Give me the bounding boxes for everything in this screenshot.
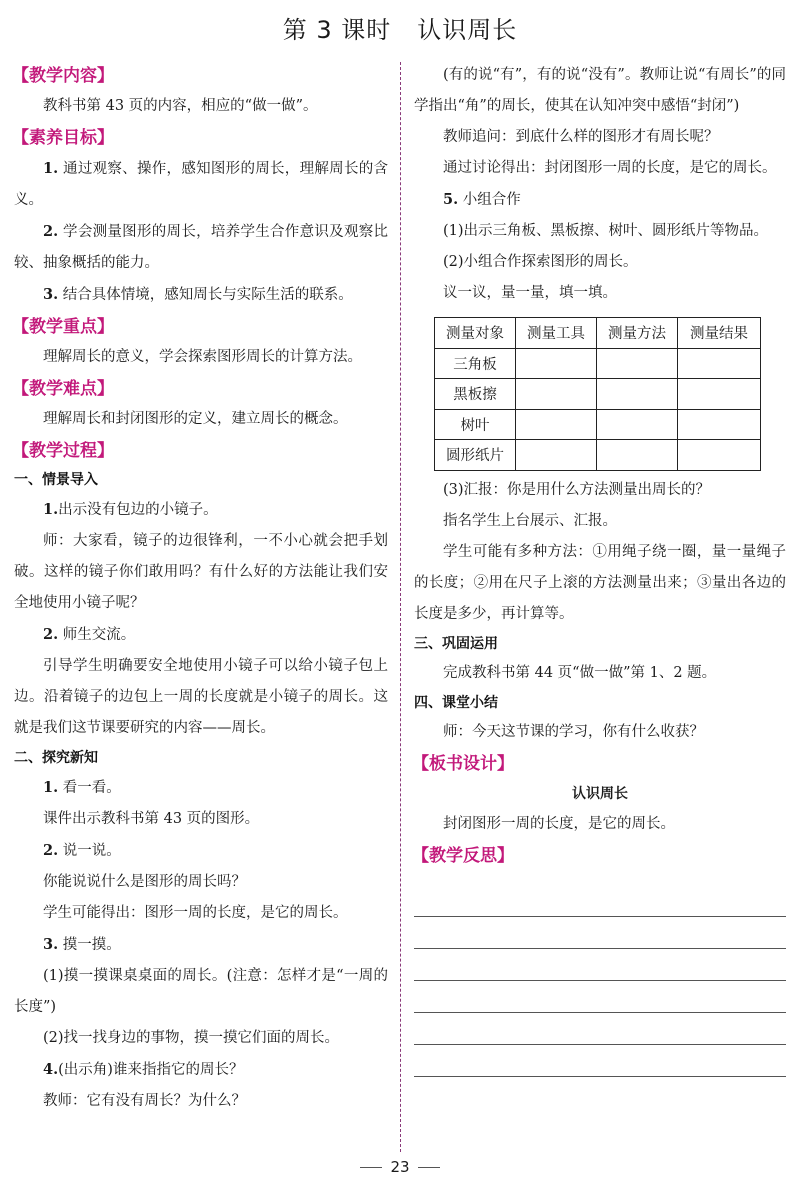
table-cell-object: 黑板擦 (435, 379, 516, 410)
table-cell-object: 三角板 (435, 348, 516, 379)
goal-1: 1. 通过观察、操作，感知图形的周长，理解周长的含义。 (14, 160, 389, 208)
writing-line (414, 1045, 786, 1077)
section-3-title: 三、巩固运用 (414, 635, 498, 652)
key-point-text: 理解周长的意义，学会探索图形周长的计算方法。 (43, 349, 362, 365)
table-cell-empty (678, 409, 761, 440)
content-text: 教科书第 43 页的内容，相应的“做一做”。 (43, 98, 318, 114)
reflection-lines (414, 885, 786, 1077)
section-3-text: 完成教科书第 44 页“做一做”第 1、2 题。 (443, 664, 717, 681)
s5-demo: 指名学生上台展示、汇报。 (443, 512, 617, 529)
s5-step-3: (3)汇报：你是用什么方法测量出周长的？ (443, 481, 711, 498)
writing-line (414, 949, 786, 981)
board-title: 认识周长 (572, 785, 628, 802)
s1-item-1: 1.出示没有包边的小镜子。 (43, 501, 218, 518)
difficulty-text: 理解周长和封闭图形的定义，建立周长的概念。 (43, 411, 348, 427)
s2-item-3: 3. 摸一摸。 (43, 936, 121, 953)
goal-2: 2. 学会测量图形的周长，培养学生合作意识及观察比较、抽象概括的能力。 (14, 223, 389, 271)
table-row (435, 409, 761, 440)
heading-goals: 【素养目标】 (12, 128, 114, 148)
s5-methods: 学生可能有多种方法：①用绳子绕一圈，量一量绳子的长度；②用在尺子上滚的方法测量出来；③量出各边的长度是多少，再计算等。 (414, 543, 786, 622)
table-cell-empty (678, 379, 761, 410)
lesson-number: 第 3 课时 (282, 16, 392, 44)
heading-reflection: 【教学反思】 (412, 845, 514, 866)
section-1-title: 一、情景导入 (14, 472, 98, 488)
table-cell-empty (516, 440, 597, 471)
table-cell-empty (597, 409, 678, 440)
heading-board-design: 【板书设计】 (412, 753, 514, 774)
table-cell-empty (597, 440, 678, 471)
table-cell-empty (516, 409, 597, 440)
writing-line (414, 885, 786, 917)
page-number: 23 (0, 1158, 800, 1176)
page-title (0, 10, 800, 45)
s5-step-1: (1)出示三角板、黑板擦、树叶、圆形纸片等物品。 (443, 223, 769, 239)
heading-key-point: 【教学重点】 (12, 317, 114, 337)
board-text: 封闭图形一周的长度，是它的周长。 (443, 815, 675, 832)
lesson-topic: 认识周长 (417, 16, 518, 44)
table-cell-empty (678, 348, 761, 379)
s2-item-2-answer: 学生可能得出：图形一周的长度，是它的周长。 (43, 905, 348, 921)
table-header: 测量对象 (435, 318, 516, 349)
table-cell-empty (597, 379, 678, 410)
table-row (435, 440, 761, 471)
s2-item-3b: (2)找一找身边的事物，摸一摸它们面的周长。 (43, 1030, 340, 1046)
s5-title: 5. 小组合作 (443, 191, 521, 208)
column-divider (400, 62, 401, 1152)
goal-3: 3. 结合具体情境，感知周长与实际生活的联系。 (43, 286, 353, 303)
heading-process: 【教学过程】 (12, 441, 114, 461)
table-header: 测量工具 (516, 318, 597, 349)
right-column (414, 60, 786, 1077)
table-header-row (435, 318, 761, 349)
s1-teacher-text: 师：大家看，镜子的边很锋利，一不小心就会把手划破。这样的镜子你们敢用吗？有什么好的方法能让我们安全地使用小镜子呢？ (14, 533, 388, 611)
s2-item-2: 2. 说一说。 (43, 842, 121, 859)
heading-content: 【教学内容】 (12, 66, 114, 86)
table-header: 测量方法 (597, 318, 678, 349)
heading-difficulty: 【教学难点】 (12, 379, 114, 399)
left-column (14, 60, 388, 1117)
table-cell-empty (516, 348, 597, 379)
r-conclusion: 通过讨论得出：封闭图形一周的长度，是它的周长。 (443, 160, 777, 176)
r-follow-up: 教师追问：到底什么样的图形才有周长呢？ (443, 129, 719, 145)
table-cell-empty (678, 440, 761, 471)
measurement-table (434, 317, 761, 471)
table-cell-object: 圆形纸片 (435, 440, 516, 471)
s2-item-2-question: 你能说说什么是图形的周长吗？ (43, 874, 246, 890)
s1-guide-text: 引导学生明确要安全地使用小镜子可以给小镜子包上边。沿着镜子的边包上一周的长度就是小镜子的周长。这就是我们这节课要研究的内容——周长。 (14, 658, 388, 736)
table-cell-empty (516, 379, 597, 410)
r-discussion: (有的说“有”，有的说“没有”。教师让说“有周长”的同学指出“角”的周长，使其在认知冲突中感悟“封闭”) (414, 67, 786, 114)
s2-item-4-text: 教师：它有没有周长？为什么？ (43, 1093, 246, 1109)
writing-line (414, 917, 786, 949)
s1-item-2: 2. 师生交流。 (43, 626, 136, 643)
s5-step-2: (2)小组合作探索图形的周长。 (443, 254, 638, 270)
writing-line (414, 981, 786, 1013)
s5-instruction: 议一议，量一量，填一填。 (443, 285, 617, 301)
section-4-text: 师：今天这节课的学习，你有什么收获？ (443, 723, 704, 740)
table-header: 测量结果 (678, 318, 761, 349)
table-cell-empty (597, 348, 678, 379)
s2-item-3a: (1)摸一摸课桌桌面的周长。(注意：怎样才是“一周的长度”) (14, 968, 388, 1015)
table-row (435, 379, 761, 410)
s2-item-1-text: 课件出示教科书第 43 页的图形。 (43, 811, 260, 827)
table-row (435, 348, 761, 379)
section-2-title: 二、探究新知 (14, 750, 98, 766)
section-4-title: 四、课堂小结 (414, 694, 498, 711)
s2-item-4: 4.(出示角)谁来指指它的周长？ (43, 1061, 244, 1078)
s2-item-1: 1. 看一看。 (43, 779, 121, 796)
writing-line (414, 1013, 786, 1045)
table-cell-object: 树叶 (435, 409, 516, 440)
